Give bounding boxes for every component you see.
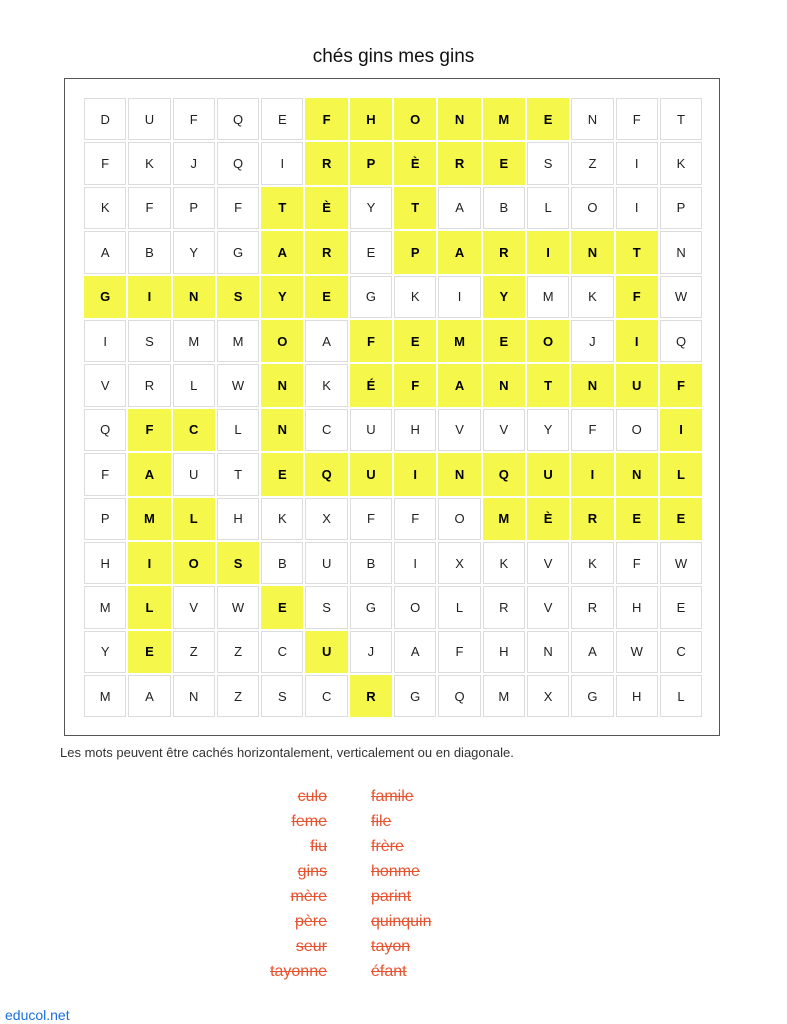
grid-cell[interactable]: G (571, 675, 613, 717)
grid-cell[interactable]: I (571, 453, 613, 495)
grid-cell[interactable]: X (527, 675, 569, 717)
grid-cell[interactable]: E (660, 498, 702, 540)
grid-cell[interactable]: K (128, 142, 170, 184)
grid-cell[interactable]: I (616, 320, 658, 362)
grid-cell[interactable]: V (173, 586, 215, 628)
grid-cell[interactable]: R (305, 142, 347, 184)
grid-cell[interactable]: O (616, 409, 658, 451)
grid-cell[interactable]: N (527, 631, 569, 673)
grid-cell[interactable]: U (173, 453, 215, 495)
grid-cell[interactable]: C (261, 631, 303, 673)
grid-cell[interactable]: H (217, 498, 259, 540)
grid-cell[interactable]: E (527, 98, 569, 140)
grid-cell[interactable]: Y (84, 631, 126, 673)
grid-cell[interactable]: F (616, 276, 658, 318)
grid-cell[interactable]: F (616, 98, 658, 140)
grid-cell[interactable]: T (394, 187, 436, 229)
found-word: famile (371, 788, 414, 805)
grid-cell[interactable]: S (217, 276, 259, 318)
found-word: parint (371, 888, 412, 905)
grid-cell[interactable]: K (394, 276, 436, 318)
grid-cell[interactable]: G (394, 675, 436, 717)
grid-cell[interactable]: Q (84, 409, 126, 451)
grid-cell[interactable]: V (483, 409, 525, 451)
grid-cell[interactable]: A (305, 320, 347, 362)
grid-cell[interactable]: M (527, 276, 569, 318)
found-word: frère (371, 838, 404, 855)
grid-cell[interactable]: K (571, 276, 613, 318)
grid-cell[interactable]: W (616, 631, 658, 673)
grid-cell[interactable]: Y (173, 231, 215, 273)
grid-cell[interactable]: U (350, 453, 392, 495)
grid-cell[interactable]: N (438, 453, 480, 495)
grid-cell[interactable]: S (261, 675, 303, 717)
grid-cell[interactable]: I (394, 542, 436, 584)
grid-cell[interactable]: D (84, 98, 126, 140)
grid-cell[interactable]: G (350, 586, 392, 628)
grid-cell[interactable]: P (173, 187, 215, 229)
grid-cell[interactable]: A (84, 231, 126, 273)
grid-cell[interactable]: M (84, 586, 126, 628)
found-word: seur (295, 938, 327, 955)
grid-cell[interactable]: Y (350, 187, 392, 229)
grid-cell[interactable]: T (217, 453, 259, 495)
grid-cell[interactable]: L (660, 453, 702, 495)
grid-cell[interactable]: È (527, 498, 569, 540)
grid-cell[interactable]: O (261, 320, 303, 362)
grid-cell[interactable]: I (660, 409, 702, 451)
grid-cell[interactable]: X (438, 542, 480, 584)
grid-cell[interactable]: E (394, 320, 436, 362)
grid-cell[interactable]: N (261, 364, 303, 406)
grid-cell[interactable]: C (173, 409, 215, 451)
grid-cell[interactable]: U (128, 98, 170, 140)
grid-cell[interactable]: I (616, 142, 658, 184)
grid-cell[interactable]: T (616, 231, 658, 273)
grid-cell[interactable]: R (350, 675, 392, 717)
grid-cell[interactable]: R (128, 364, 170, 406)
grid-cell[interactable]: M (173, 320, 215, 362)
grid-cell[interactable]: V (527, 586, 569, 628)
found-word: feme (291, 813, 327, 830)
grid-cell[interactable]: I (84, 320, 126, 362)
grid-cell[interactable]: J (173, 142, 215, 184)
grid-cell[interactable]: F (394, 498, 436, 540)
grid-cell[interactable]: O (571, 187, 613, 229)
grid-cell[interactable]: P (350, 142, 392, 184)
grid-cell[interactable]: N (660, 231, 702, 273)
grid-cell[interactable]: Z (173, 631, 215, 673)
grid-cell[interactable]: A (438, 187, 480, 229)
grid-cell[interactable]: O (173, 542, 215, 584)
grid-cell[interactable]: Y (483, 276, 525, 318)
grid-cell[interactable]: Q (217, 142, 259, 184)
grid-cell[interactable]: Y (527, 409, 569, 451)
grid-cell[interactable]: O (394, 98, 436, 140)
grid-cell[interactable]: L (173, 498, 215, 540)
grid-cell[interactable]: E (616, 498, 658, 540)
grid-cell[interactable]: Z (217, 675, 259, 717)
found-word: tayonne (270, 963, 327, 980)
grid-cell[interactable]: T (261, 187, 303, 229)
grid-cell[interactable]: L (217, 409, 259, 451)
grid-cell[interactable]: É (350, 364, 392, 406)
grid-cell[interactable]: N (616, 453, 658, 495)
grid-cell[interactable]: L (527, 187, 569, 229)
grid-cell[interactable]: J (571, 320, 613, 362)
grid-cell[interactable]: M (483, 675, 525, 717)
grid-cell[interactable]: K (660, 142, 702, 184)
grid-cell[interactable]: K (261, 498, 303, 540)
grid-cell[interactable]: R (438, 142, 480, 184)
grid-cell[interactable]: I (616, 187, 658, 229)
grid-cell[interactable]: W (217, 586, 259, 628)
grid-cell[interactable]: E (483, 142, 525, 184)
found-word: file (371, 813, 392, 830)
grid-cell[interactable]: F (350, 320, 392, 362)
grid-cell[interactable]: G (350, 276, 392, 318)
grid-cell[interactable]: G (217, 231, 259, 273)
grid-cell[interactable]: F (84, 453, 126, 495)
grid-cell[interactable]: R (571, 586, 613, 628)
grid-cell[interactable]: Q (305, 453, 347, 495)
footer-link[interactable]: educol.net (5, 1007, 70, 1023)
grid-cell[interactable]: V (527, 542, 569, 584)
grid-cell[interactable]: W (660, 276, 702, 318)
grid-cell[interactable]: M (217, 320, 259, 362)
grid-cell[interactable]: Q (660, 320, 702, 362)
grid-cell[interactable]: E (261, 586, 303, 628)
grid-cell[interactable]: R (571, 498, 613, 540)
grid-cell[interactable]: W (217, 364, 259, 406)
grid-cell[interactable]: B (350, 542, 392, 584)
grid-cell[interactable]: X (305, 498, 347, 540)
grid-cell[interactable]: A (571, 631, 613, 673)
grid-cell[interactable]: E (350, 231, 392, 273)
grid-cell[interactable]: C (305, 409, 347, 451)
grid-cell[interactable]: Z (217, 631, 259, 673)
grid-cell[interactable]: Q (483, 453, 525, 495)
grid-cell[interactable]: V (438, 409, 480, 451)
found-word: mère (290, 888, 327, 905)
grid-cell[interactable]: A (128, 675, 170, 717)
grid-cell[interactable]: N (261, 409, 303, 451)
grid-cell[interactable]: A (438, 364, 480, 406)
grid-cell[interactable]: P (660, 187, 702, 229)
grid-cell[interactable]: Y (261, 276, 303, 318)
grid-cell[interactable]: S (305, 586, 347, 628)
grid-cell[interactable]: P (394, 231, 436, 273)
grid-cell[interactable]: I (128, 542, 170, 584)
grid-cell[interactable]: R (483, 586, 525, 628)
grid-cell[interactable]: M (84, 675, 126, 717)
grid-cell[interactable]: B (128, 231, 170, 273)
grid-cell[interactable]: E (483, 320, 525, 362)
grid-cell[interactable]: C (305, 675, 347, 717)
found-word: gins (297, 863, 327, 880)
found-word: quinquin (371, 913, 432, 930)
grid-cell[interactable]: N (483, 364, 525, 406)
grid-cell[interactable]: A (438, 231, 480, 273)
grid-cell[interactable]: A (394, 631, 436, 673)
grid-cell[interactable]: E (261, 453, 303, 495)
grid-cell[interactable]: H (616, 586, 658, 628)
grid-cell[interactable]: F (128, 187, 170, 229)
grid-cell[interactable]: S (527, 142, 569, 184)
grid-cell[interactable]: K (305, 364, 347, 406)
grid-cell[interactable]: H (394, 409, 436, 451)
grid-cell[interactable]: U (350, 409, 392, 451)
grid-cell[interactable]: B (483, 187, 525, 229)
grid-cell[interactable]: F (350, 498, 392, 540)
grid-cell[interactable]: M (483, 498, 525, 540)
grid-cell[interactable]: A (128, 453, 170, 495)
grid-cell[interactable]: F (616, 542, 658, 584)
grid-cell[interactable]: M (128, 498, 170, 540)
grid-cell[interactable]: T (527, 364, 569, 406)
grid-cell[interactable]: M (483, 98, 525, 140)
instructions-text: Les mots peuvent être cachés horizontalement, verticalement ou en diagonale. (60, 745, 514, 760)
grid-cell[interactable]: K (84, 187, 126, 229)
grid-cell[interactable]: I (261, 142, 303, 184)
grid-cell[interactable]: È (394, 142, 436, 184)
found-word: tayon (371, 938, 411, 955)
grid-cell[interactable]: M (438, 320, 480, 362)
page-title: chés gins mes gins (312, 46, 475, 67)
grid-cell[interactable]: T (660, 98, 702, 140)
found-word: culo (297, 788, 327, 805)
grid-cell[interactable]: È (305, 187, 347, 229)
grid-cell[interactable]: B (261, 542, 303, 584)
found-word: père (294, 913, 327, 930)
grid-cell[interactable]: N (571, 231, 613, 273)
grid-cell[interactable]: F (84, 142, 126, 184)
grid-cell[interactable]: W (660, 542, 702, 584)
grid-cell[interactable]: N (571, 98, 613, 140)
grid-cell[interactable]: N (173, 675, 215, 717)
found-word: fiu (310, 838, 327, 855)
grid-cell[interactable]: F (394, 364, 436, 406)
grid-cell[interactable]: U (305, 542, 347, 584)
grid-cell[interactable]: L (660, 675, 702, 717)
grid-cell[interactable]: C (660, 631, 702, 673)
grid-cell[interactable]: A (261, 231, 303, 273)
grid-cell[interactable]: H (84, 542, 126, 584)
grid-cell[interactable]: I (527, 231, 569, 273)
grid-cell[interactable]: G (84, 276, 126, 318)
grid-cell[interactable]: E (261, 98, 303, 140)
grid-cell[interactable]: I (438, 276, 480, 318)
grid-cell[interactable]: U (616, 364, 658, 406)
grid-cell[interactable]: P (84, 498, 126, 540)
grid-cell[interactable]: Q (438, 675, 480, 717)
grid-cell[interactable]: E (660, 586, 702, 628)
grid-cell[interactable]: R (483, 231, 525, 273)
grid-cell[interactable]: H (483, 631, 525, 673)
grid-cell[interactable]: L (128, 586, 170, 628)
grid-cell[interactable]: F (660, 364, 702, 406)
grid-cell[interactable]: I (394, 453, 436, 495)
word-list-left (160, 784, 327, 984)
grid-cell[interactable]: Q (217, 98, 259, 140)
grid-cell[interactable]: O (527, 320, 569, 362)
grid-cell[interactable]: F (173, 98, 215, 140)
grid-cell[interactable]: F (571, 409, 613, 451)
grid-cell[interactable]: L (438, 586, 480, 628)
grid-cell[interactable]: N (173, 276, 215, 318)
grid-cell[interactable]: S (128, 320, 170, 362)
grid-cell[interactable]: K (483, 542, 525, 584)
grid-cell[interactable]: L (173, 364, 215, 406)
grid-cell[interactable]: H (350, 98, 392, 140)
found-word: éfant (371, 963, 407, 980)
grid-cell[interactable]: F (438, 631, 480, 673)
grid-cell[interactable]: E (128, 631, 170, 673)
grid-cell[interactable]: F (217, 187, 259, 229)
grid-cell[interactable]: J (350, 631, 392, 673)
grid-cell[interactable]: E (305, 276, 347, 318)
grid-cell[interactable]: H (616, 675, 658, 717)
grid-cell[interactable]: U (305, 631, 347, 673)
grid-cell[interactable]: F (305, 98, 347, 140)
letter-grid (83, 97, 703, 718)
grid-cell[interactable]: I (128, 276, 170, 318)
grid-cell[interactable]: F (128, 409, 170, 451)
grid-cell[interactable]: K (571, 542, 613, 584)
grid-cell[interactable]: U (527, 453, 569, 495)
grid-cell[interactable]: V (84, 364, 126, 406)
grid-cell[interactable]: N (438, 98, 480, 140)
grid-cell[interactable]: R (305, 231, 347, 273)
grid-cell[interactable]: Z (571, 142, 613, 184)
word-list-right (371, 784, 571, 984)
grid-cell[interactable]: O (394, 586, 436, 628)
found-word: honme (371, 863, 420, 880)
grid-cell[interactable]: O (438, 498, 480, 540)
grid-cell[interactable]: N (571, 364, 613, 406)
grid-cell[interactable]: S (217, 542, 259, 584)
